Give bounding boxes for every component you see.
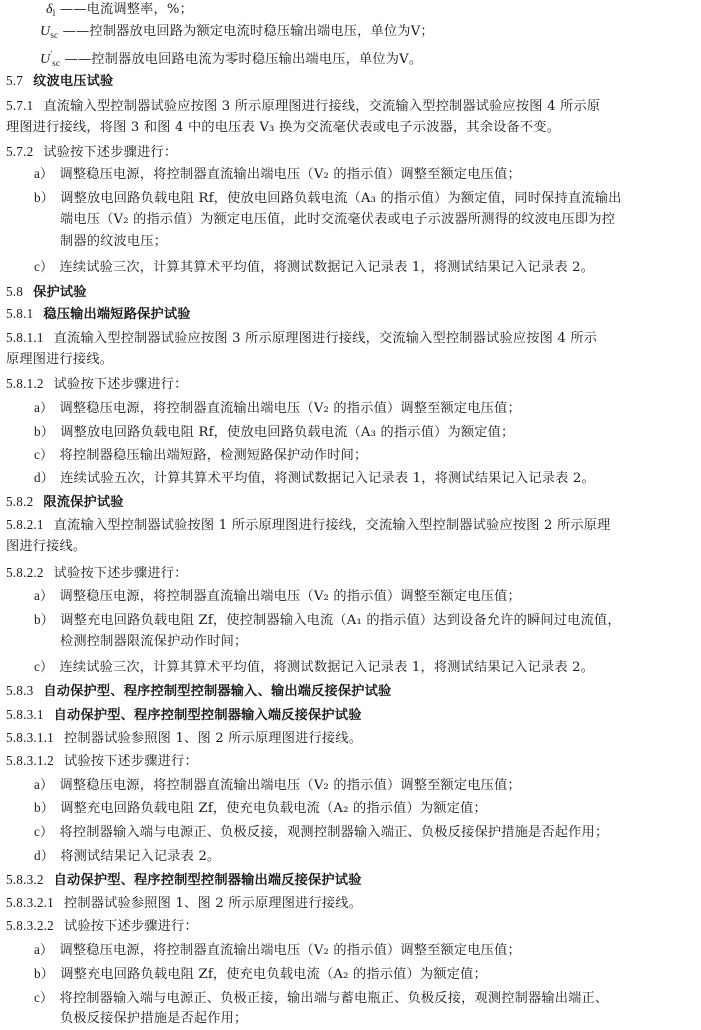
step-5-8-1-2-b: b） 调整放电回路负载电阻 Rf，使放电回路负载电流（A₃ 的指示值）为额定值； [34, 424, 515, 440]
section-5-8-2-1-line1: 5.8.2.1 直流输入型控制器试验按图 1 所示原理图进行接线，交流输入型控制器试验应按图 2 所示原理 [6, 517, 611, 533]
symbol-usc-prime: $U'_{sc}$ [40, 49, 61, 68]
step-5-8-3-1-2-d: d） 将测试结果记入记录表 2。 [34, 848, 221, 864]
step-5-8-3-2-2-b: b） 调整充电回路负载电阻 Zf，使充电负载电流（A₂ 的指示值）为额定值； [34, 966, 487, 982]
section-5-8-3-2-heading: 5.8.3.2 自动保护型、程序控制型控制器输出端反接保护试验 [6, 872, 362, 888]
step-5-8-2-2-b-line1: b） 调整充电回路负载电阻 Zf，使控制器输入电流（A₁ 的指示值）达到设备允许的瞬间过电流值， [34, 612, 621, 628]
section-5-8-3-2-2-heading: 5.8.3.2.2 试验按下述步骤进行： [6, 918, 198, 934]
section-5-7-1-line1: 5.7.1 直流输入型控制器试验应按图 3 所示原理图进行接线，交流输入型控制器试验应按图 4 所示原 [6, 98, 601, 114]
section-5-8-3-1-2-heading: 5.8.3.1.2 试验按下述步骤进行： [6, 753, 198, 769]
section-5-7-2-heading: 5.7.2 试验按下述步骤进行： [6, 144, 178, 160]
section-5-7-heading: 5.7 纹波电压试验 [6, 73, 114, 89]
step-5-8-1-2-c: c） 将控制器稳压输出端短路，检测短路保护动作时间； [34, 447, 368, 463]
section-5-8-1-1-line1: 5.8.1.1 直流输入型控制器试验应按图 3 所示原理图进行接线，交流输入型控制器试验应按图 4 所示 [6, 330, 598, 346]
symbol-delta: $\delta_l$ [46, 2, 56, 18]
step-5-8-3-1-2-b: b） 调整充电回路负载电阻 Zf，使充电负载电流（A₂ 的指示值）为额定值； [34, 800, 487, 816]
step-5-8-2-2-a: a） 调整稳压电源，将控制器直流输出端电压（V₂ 的指示值）调整至额定电压值； [34, 588, 521, 604]
section-5-8-3-2-1: 5.8.3.2.1 控制器试验参照图 1、图 2 所示原理图进行接线。 [6, 895, 363, 911]
step-5-7-2-b-line3: 制器的纹波电压； [60, 234, 168, 249]
definition-usc-prime: $U'_{sc}$ ——控制器放电回路电流为零时稳压输出端电压，单位为V。 [40, 44, 697, 73]
step-5-7-2-a: a） 调整稳压电源，将控制器直流输出端电压（V₂ 的指示值）调整至额定电压值； [34, 166, 521, 182]
definition-current-regulation: $\delta_l$ ——电流调整率，%； [46, 0, 697, 23]
definition-usc: $U_{sc}$ ——控制器放电回路为额定电流时稳压输出端电压，单位为V； [40, 22, 697, 45]
section-5-7-1-line2: 理图进行接线，将图 3 和图 4 中的电压表 V₃ 换为交流毫伏表或电子示波器，其余设备不变。 [6, 120, 561, 135]
step-5-8-3-1-2-a: a） 调整稳压电源，将控制器直流输出端电压（V₂ 的指示值）调整至额定电压值； [34, 777, 521, 793]
symbol-usc: $U_{sc}$ [40, 24, 59, 40]
section-5-8-2-2-heading: 5.8.2.2 试验按下述步骤进行： [6, 565, 188, 581]
section-5-8-3-1-heading: 5.8.3.1 自动保护型、程序控制型控制器输入端反接保护试验 [6, 707, 362, 723]
step-5-8-2-2-c: c） 连续试验三次，计算其算术平均值，将测试数据记入记录表 1，将测试结果记入记录表 2。 [34, 659, 595, 675]
step-5-8-1-2-a: a） 调整稳压电源，将控制器直流输出端电压（V₂ 的指示值）调整至额定电压值； [34, 400, 521, 416]
step-5-8-3-2-2-c-line1: c） 将控制器输入端与电源正、负极正接，输出端与蓄电瓶正、负极反接，观测控制器输出端正、 [34, 990, 609, 1006]
step-5-7-2-b-line1: b） 调整放电回路负载电阻 Rf，使放电回路负载电流（A₃ 的指示值）为额定值，同时保持直流输出 [34, 190, 622, 206]
section-5-8-1-1-line2: 原理图进行接线。 [6, 352, 114, 367]
section-5-8-1-2-heading: 5.8.1.2 试验按下述步骤进行： [6, 376, 188, 392]
step-5-7-2-b-line2: 端电压（V₂ 的指示值）为额定电压值，此时交流毫伏表或电子示波器所测得的纹波电压即为控 [60, 212, 616, 227]
step-5-7-2-c: c） 连续试验三次，计算其算术平均值，将测试数据记入记录表 1，将测试结果记入记录表 2。 [34, 259, 595, 275]
step-5-8-3-2-2-a: a） 调整稳压电源，将控制器直流输出端电压（V₂ 的指示值）调整至额定电压值； [34, 942, 521, 958]
section-5-8-heading: 5.8 保护试验 [6, 284, 87, 300]
step-5-8-1-2-d: d） 连续试验五次，计算其算术平均值，将测试数据记入记录表 1，将测试结果记入记录表 2。 [34, 470, 595, 486]
section-5-8-2-heading: 5.8.2 限流保护试验 [6, 494, 124, 510]
section-5-8-3-1-1: 5.8.3.1.1 控制器试验参照图 1、图 2 所示原理图进行接线。 [6, 730, 363, 746]
step-5-8-3-1-2-c: c） 将控制器输入端与电源正、负极反接，观测控制器输入端正、负极反接保护措施是否起作用； [34, 824, 609, 840]
section-5-8-2-1-line2: 图进行接线。 [6, 539, 87, 554]
step-5-8-2-2-b-line2: 检测控制器限流保护动作时间； [60, 634, 248, 649]
section-5-8-1-heading: 5.8.1 稳压输出端短路保护试验 [6, 306, 191, 322]
section-5-8-3-heading: 5.8.3 自动保护型、程序控制型控制器输入、输出端反接保护试验 [6, 683, 392, 699]
step-5-8-3-2-2-c-line2: 负极反接保护措施是否起作用； [60, 1011, 248, 1026]
